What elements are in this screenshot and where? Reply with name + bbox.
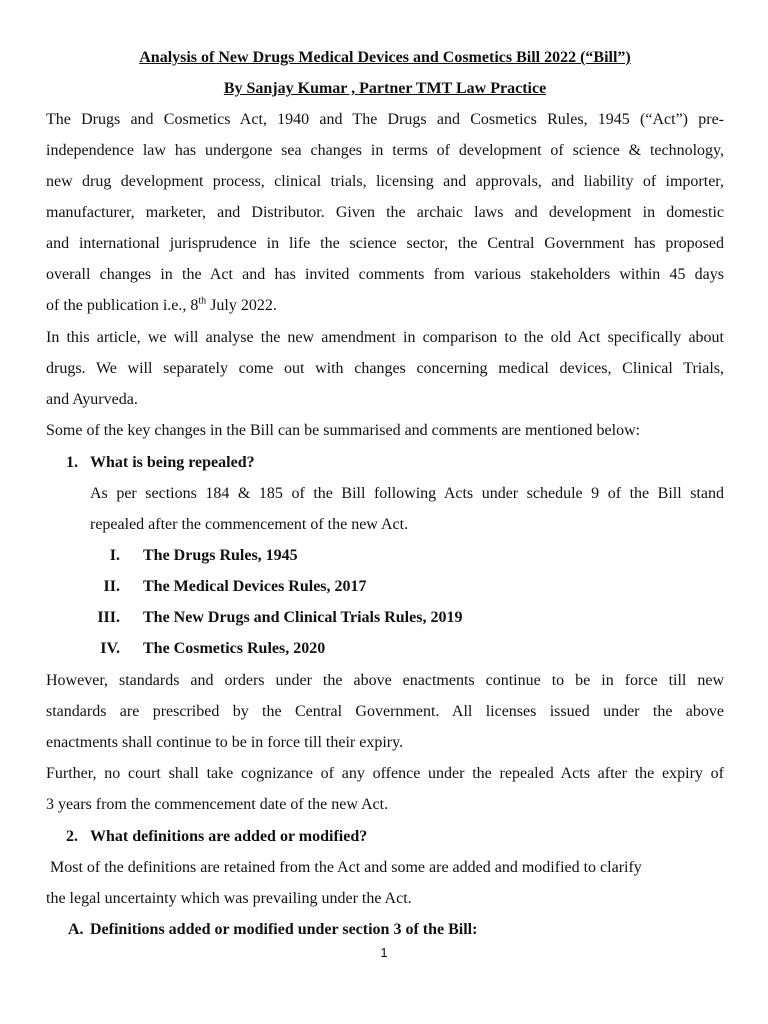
article-line: drugs. We will separately come out with changes concerning medical devices, Clinical Trials,	[46, 360, 724, 377]
intro-text: of the publication i.e., 8	[46, 297, 199, 314]
list-item-number: IV.	[100, 640, 120, 657]
intro-line: and international jurisprudence in life the science sector, the Central Government has proposed	[46, 235, 724, 252]
section-1-text: As per sections 184 & 185 of the Bill following Acts under schedule 9 of the Bill stand	[90, 485, 724, 502]
intro-line: manufacturer, marketer, and Distributor. Given the archaic laws and development in domestic	[46, 204, 724, 221]
section-1-text: Further, no court shall take cognizance of any offence under the repealed Acts after the expiry of	[46, 765, 724, 782]
section-number: 2.	[66, 828, 78, 845]
section-1-text: repealed after the commencement of the new Act.	[90, 516, 409, 533]
article-line: and Ayurveda.	[46, 391, 138, 408]
section-heading: What definitions are added or modified?	[90, 828, 368, 845]
list-item: The Drugs Rules, 1945	[143, 547, 298, 564]
page-number: 1	[380, 945, 388, 960]
article-line: Some of the key changes in the Bill can be summarised and comments are mentioned below:	[46, 422, 641, 439]
list-item: The New Drugs and Clinical Trials Rules, 2019	[143, 609, 463, 626]
list-item-number: III.	[97, 609, 120, 626]
intro-text: July 2022.	[206, 297, 277, 314]
list-item: The Cosmetics Rules, 2020	[143, 640, 326, 657]
byline: By Sanjay Kumar , Partner TMT Law Practice	[223, 80, 547, 97]
article-line: In this article, we will analyse the new amendment in comparison to the old Act specifically about	[46, 329, 724, 346]
section-1-text: enactments shall continue to be in force till their expiry.	[46, 734, 404, 751]
intro-line: The Drugs and Cosmetics Act, 1940 and The Drugs and Cosmetics Rules, 1945 (“Act”) pre-	[46, 111, 724, 128]
list-item-number: I.	[109, 547, 120, 564]
section-2-text: Most of the definitions are retained from the Act and some are added and modified to clarify	[50, 859, 642, 876]
ordinal-suffix: th	[198, 295, 207, 307]
intro-line: overall changes in the Act and has invited comments from various stakeholders within 45 days	[46, 266, 724, 283]
intro-line: independence law has undergone sea changes in terms of development of science & technology,	[46, 142, 724, 159]
subsection-heading: Definitions added or modified under section 3 of the Bill:	[90, 921, 478, 938]
intro-line-date	[46, 296, 724, 316]
section-1-text: 3 years from the commencement date of the new Act.	[46, 796, 389, 813]
subsection-letter: A.	[68, 921, 84, 938]
section-number: 1.	[66, 454, 78, 471]
intro-line: new drug development process, clinical trials, licensing and approvals, and liability of importer,	[46, 173, 724, 190]
section-2-text: the legal uncertainty which was prevailing under the Act.	[46, 890, 412, 907]
section-1-text: However, standards and orders under the above enactments continue to be in force till new	[46, 672, 724, 689]
section-heading: What is being repealed?	[90, 454, 255, 471]
section-1-text: standards are prescribed by the Central Government. All licenses issued under the above	[46, 703, 724, 720]
list-item: The Medical Devices Rules, 2017	[143, 578, 367, 595]
list-item-number: II.	[103, 578, 120, 595]
document-title: Analysis of New Drugs Medical Devices and Cosmetics Bill 2022 (“Bill”)	[139, 49, 631, 66]
